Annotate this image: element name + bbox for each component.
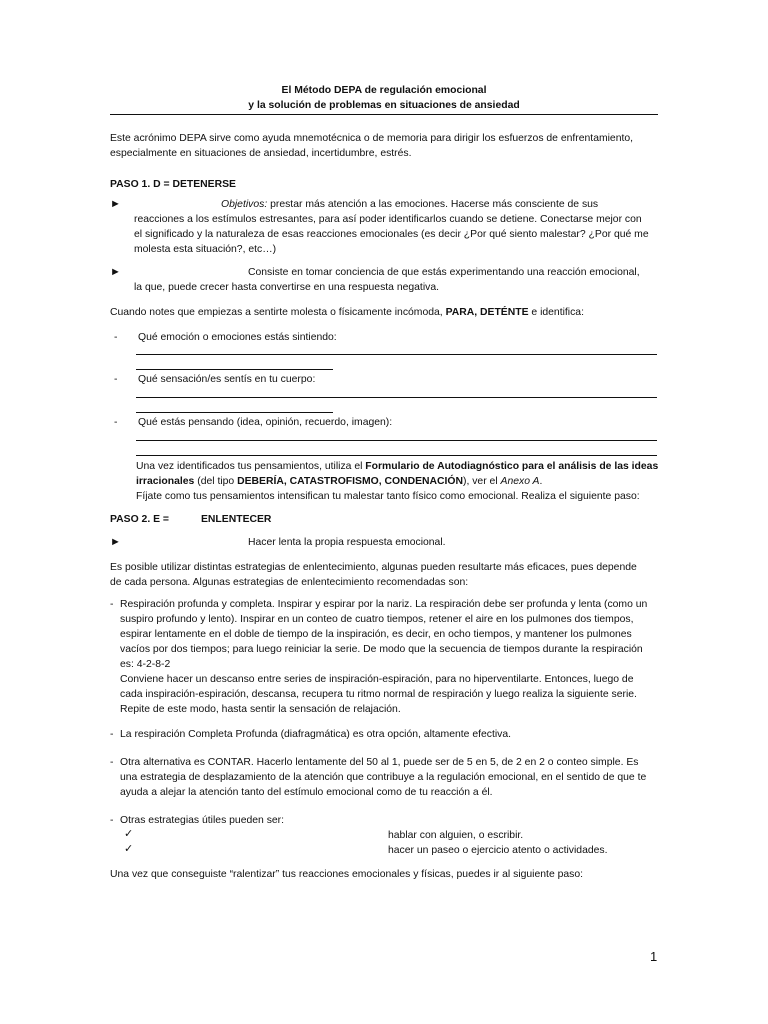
resp-line: Repite de este modo, hasta sentir la sensación de relajación. [120, 704, 401, 715]
objetivos-paragraph [134, 197, 660, 257]
objetivos-line-4: molesta esta situación?, etc…) [134, 244, 277, 255]
irracionales-bold: irracionales [136, 476, 195, 487]
answer-line [136, 440, 657, 441]
cuando-bold: PARA, DETÉNTE [445, 307, 529, 318]
es-posible-line-1: Es posible utilizar distintas estrategias de enlentecimiento, algunas pueden resultarte más eficaces, pues depende [110, 562, 637, 573]
es-posible-paragraph [110, 560, 658, 590]
page-number: 1 [650, 949, 658, 964]
checkmark-icon: ✓ [124, 843, 134, 855]
resp-line: espirar lentamente en el doble de tiempo de la inspiración, es decir, en ocho tiempos, y mantener los pulmones [120, 629, 632, 640]
resp-line: cada inspiración-espiración, descansa, recupera tu ritmo normal de respiración y luego realiza la siguiente serie. [120, 689, 637, 700]
answer-line [136, 369, 333, 370]
dash-bullet: - [114, 374, 118, 385]
title-line-2: y la solución de problemas en situaciones de ansiedad [248, 100, 520, 111]
check-item-1: hablar con alguien, o escribir. [388, 830, 524, 841]
final-line: Una vez que conseguiste “ralentizar” tus reacciones emocionales y físicas, puedes ir al siguiente paso: [110, 869, 584, 880]
paso2-heading-label: PASO 2. E = [110, 514, 169, 525]
resp-line: Conviene hacer un descanso entre series de inspiración-espiración, para no hiperventilarte. Entonces, luego de [120, 674, 634, 685]
objetivos-text-1: prestar más atención a las emociones. Hacerse más consciente de sus [267, 199, 599, 210]
una-vez-end: . [539, 476, 543, 487]
cuando-paragraph [110, 305, 658, 320]
cuando-text-end: e identifica: [528, 307, 584, 318]
intro-line-2: especialmente en situaciones de ansiedad, incertidumbre, estrés. [110, 148, 412, 159]
question-1: Qué emoción o emociones estás sintiendo: [138, 332, 337, 343]
intro-paragraph [110, 131, 658, 161]
resp-line: suspiro profundo y lento). Inspirar en un conteo de cuatro tiempos, retener el aire en los pulmones dos tiempos, [120, 614, 634, 625]
consiste-line-1: Consiste en tomar conciencia de que estás experimentando una reacción emocional, [248, 267, 640, 278]
question-2: Qué sensación/es sentís en tu cuerpo: [138, 374, 316, 385]
answer-line [136, 412, 333, 413]
dash-bullet: - [110, 599, 114, 610]
consiste-line-2: la que, puede crecer hasta convertirse en una respuesta negativa. [134, 282, 439, 293]
deberia-bold: DEBERÍA, CATASTROFISMO, CONDENACIÓN [237, 476, 463, 487]
question-3: Qué estás pensando (idea, opinión, recuerdo, imagen): [138, 417, 393, 428]
otras-line: Otras estrategias útiles pueden ser: [120, 815, 285, 826]
contar-line: una estrategia de desplazamiento de la atención que contribuye a la regulación emocional, en el sentido de que te [120, 772, 647, 783]
una-vez-mid: (del tipo [194, 476, 238, 487]
consiste-paragraph [134, 265, 660, 295]
dash-bullet: - [114, 332, 118, 343]
dash-bullet: - [110, 757, 114, 768]
title-rule [110, 114, 658, 115]
completa-line: La respiración Completa Profunda (diafragmática) es otra opción, altamente efectiva. [120, 729, 512, 740]
objetivos-label: Objetivos: [221, 199, 268, 210]
resp-line: es: 4-2-8-2 [120, 659, 171, 670]
dash-bullet: - [114, 417, 118, 428]
bullet-arrow-icon: ► [110, 536, 121, 548]
anexo-italic: Anexo A [500, 476, 540, 487]
formulario-bold: Formulario de Autodiagnóstico para el análisis de las ideas [365, 461, 659, 472]
answer-line [136, 397, 657, 398]
answer-line [136, 354, 657, 355]
una-vez-mid2: ), ver el [463, 476, 501, 487]
bullet-arrow-icon: ► [110, 198, 121, 210]
paso2-heading [110, 512, 658, 527]
contar-line: Otra alternativa es CONTAR. Hacerlo lentamente del 50 al 1, puede ser de 5 en 5, de 2 en 2 o conteo simple. Es [120, 757, 639, 768]
check-item-2: hacer un paseo o ejercicio atento o actividades. [388, 845, 608, 856]
una-vez-line-2 [136, 474, 661, 489]
una-vez-text: Una vez identificados tus pensamientos, utiliza el [136, 461, 366, 472]
objetivos-line-2: reacciones a los estímulos estresantes, para así poder identificarlos cuando se detiene. Conectarse mejor con [134, 214, 642, 225]
enlentecer-bullet-text: Hacer lenta la propia respuesta emocional. [248, 537, 446, 548]
resp-line: Respiración profunda y completa. Inspirar y espirar por la nariz. La respiración debe ser profunda y lenta (como un [120, 599, 648, 610]
una-vez-line-1 [136, 459, 661, 474]
paso1-heading: PASO 1. D = DETENERSE [110, 179, 236, 190]
respiracion-paragraph [120, 597, 660, 717]
intro-line-1: Este acrónimo DEPA sirve como ayuda mnemotécnica o de memoria para dirigir los esfuerzos de enfrentamiento, [110, 133, 634, 144]
resp-line: vacíos por dos tiempos; para luego reiniciar la serie. De modo que la secuencia de tiempos durante la respiración [120, 644, 643, 655]
cuando-text: Cuando notes que empiezas a sentirte molesta o físicamente incómoda, [110, 307, 446, 318]
checkmark-icon: ✓ [124, 828, 134, 840]
paso2-heading-title: ENLENTECER [201, 514, 272, 525]
title-line-1: El Método DEPA de regulación emocional [281, 85, 487, 96]
dash-bullet: - [110, 815, 114, 826]
objetivos-line-3: el significado y la naturaleza de esas reacciones emocionales (es decir ¿Por qué siento malestar? ¿Por qué me [134, 229, 649, 240]
answer-line [136, 455, 657, 456]
es-posible-line-2: de cada persona. Algunas estrategias de enlentecimiento recomendadas son: [110, 577, 469, 588]
fijate-line: Fíjate como tus pensamientos intensifican tu malestar tanto físico como emocional. Realiza el siguiente paso: [136, 491, 640, 502]
contar-paragraph [120, 755, 660, 800]
document-title [110, 83, 658, 113]
contar-line: ayuda a alejar la atención tanto del estímulo emocional como de tu reacción a él. [120, 787, 493, 798]
una-vez-paragraph [136, 459, 661, 504]
objetivos-line-1 [134, 197, 660, 212]
dash-bullet: - [110, 729, 114, 740]
bullet-arrow-icon: ► [110, 266, 121, 278]
